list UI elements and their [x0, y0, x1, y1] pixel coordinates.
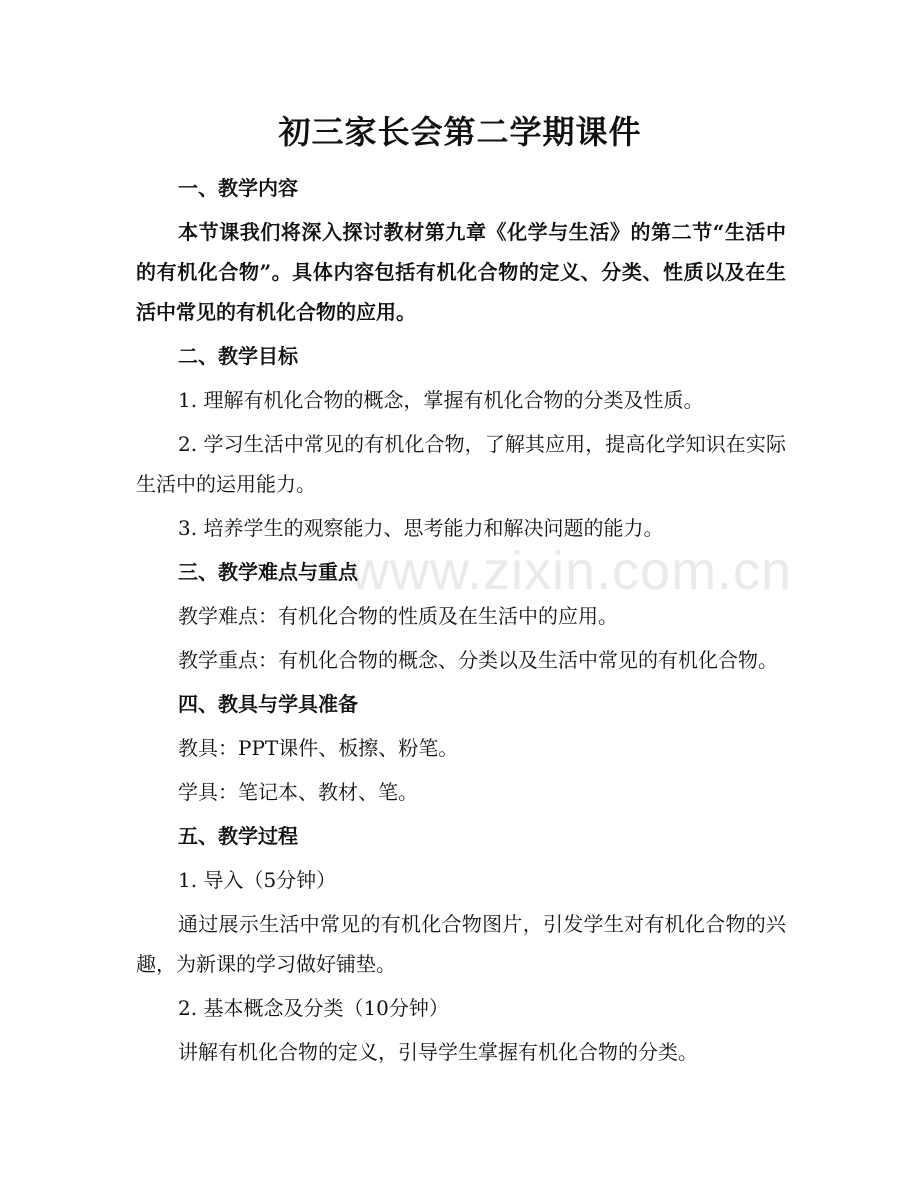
process-step-1-title: 1. 导入（5分钟） [178, 868, 337, 892]
process-step-2-title: 2. 基本概念及分类（10分钟） [178, 996, 449, 1020]
process-step-1-text: 通过展示生活中常见的有机化合物图片，引发学生对有机化合物的兴趣，为新课的学习做好铺垫。 [136, 912, 786, 976]
document-body [136, 168, 786, 1076]
difficulty-paragraph: 教学难点：有机化合物的性质及在生活中的应用。 [178, 604, 618, 628]
section-heading-difficulties: 三、教学难点与重点 [178, 560, 358, 584]
section-heading-process: 五、教学过程 [178, 824, 298, 848]
content-paragraph: 本节课我们将深入探讨教材第九章《化学与生活》的第二节“生活中的有机化合物”。具体内容包括有机化合物的定义、分类、性质以及在生活中常见的有机化合物的应用。 [136, 220, 786, 324]
section-heading-content: 一、教学内容 [178, 176, 298, 200]
process-step-2-text: 讲解有机化合物的定义，引导学生掌握有机化合物的分类。 [178, 1040, 698, 1064]
section-heading-objectives: 二、教学目标 [178, 344, 298, 368]
teaching-tools-paragraph: 教具：PPT课件、板擦、粉笔。 [178, 736, 459, 760]
section-heading-materials: 四、教具与学具准备 [178, 692, 358, 716]
learning-tools-paragraph: 学具：笔记本、教材、笔。 [178, 780, 418, 804]
objective-item-1: 1. 理解有机化合物的概念，掌握有机化合物的分类及性质。 [178, 388, 704, 412]
document-title: 初三家长会第二学期课件 [278, 113, 642, 151]
watermark: www.zixin.com.cn [350, 541, 793, 601]
key-point-paragraph: 教学重点：有机化合物的概念、分类以及生活中常见的有机化合物。 [178, 648, 778, 672]
objective-item-3: 3. 培养学生的观察能力、思考能力和解决问题的能力。 [178, 516, 664, 540]
objective-item-2: 2. 学习生活中常见的有机化合物，了解其应用，提高化学知识在实际生活中的运用能力。 [136, 432, 786, 496]
